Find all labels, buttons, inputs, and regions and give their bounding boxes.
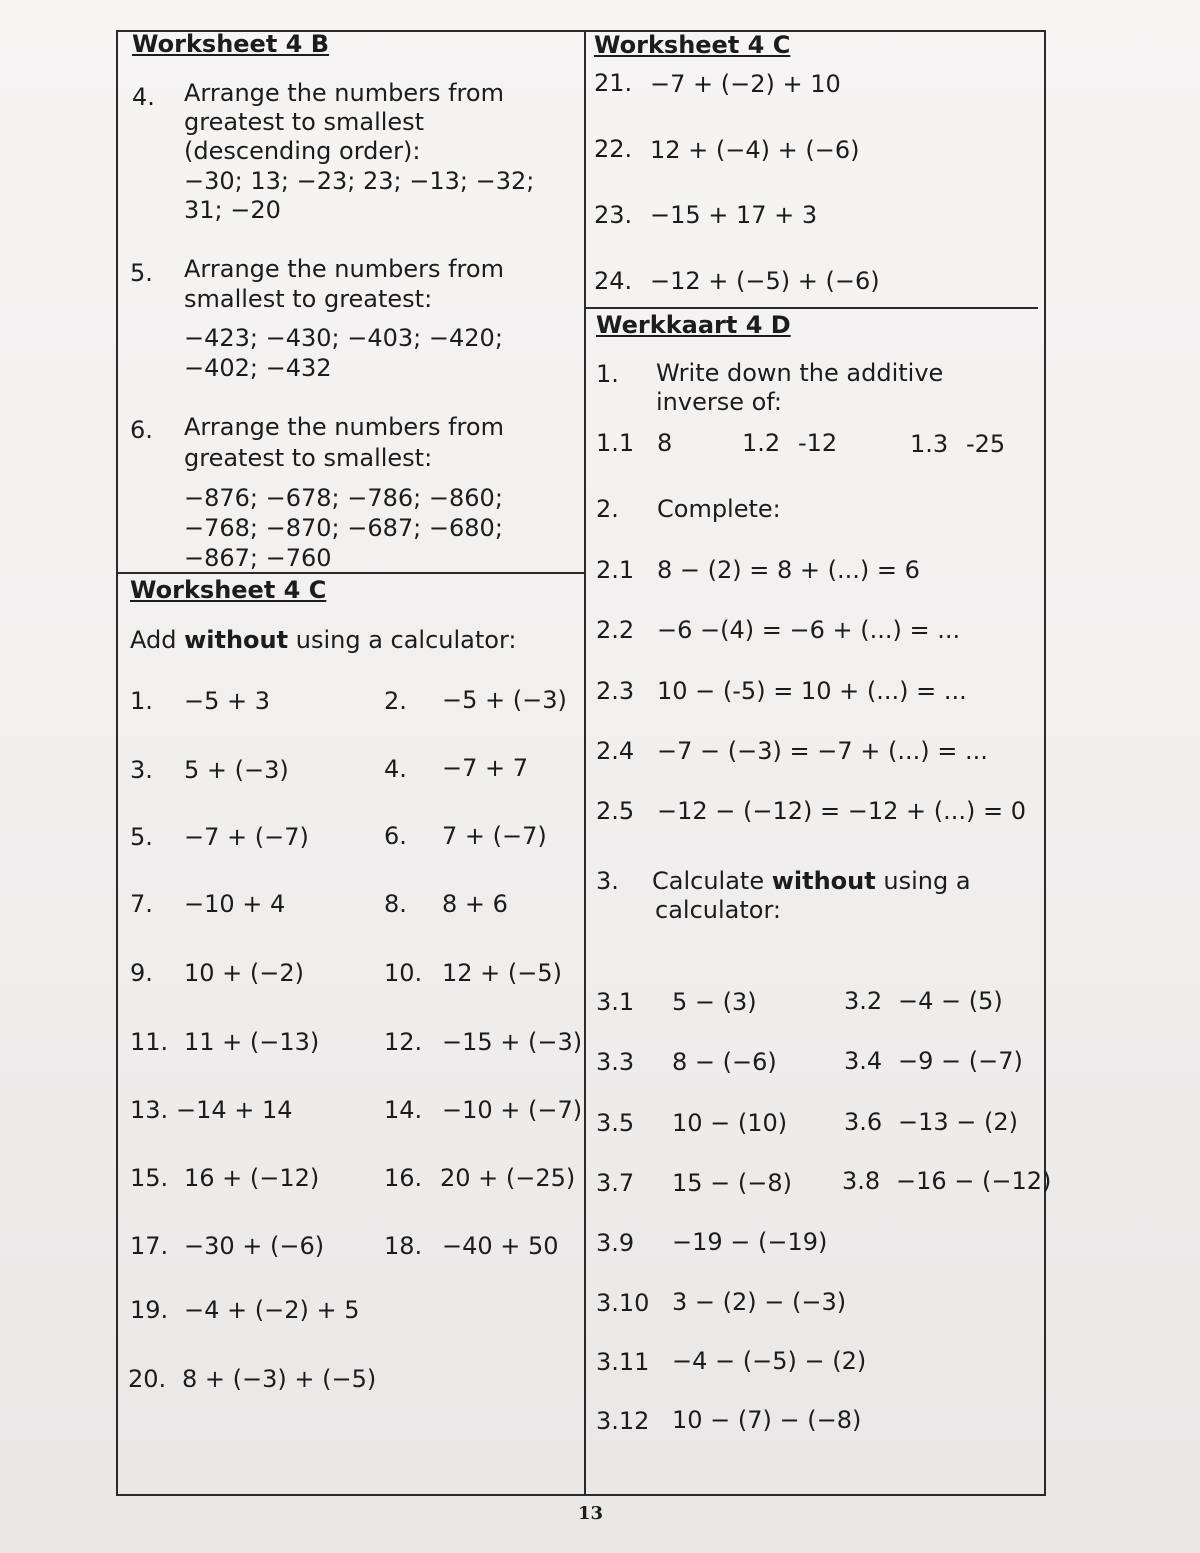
p13-expr: −14 + 14: [176, 1096, 293, 1124]
d-q3-1-expr: 5 − (3): [672, 988, 757, 1016]
d-q3-number: 3.: [596, 867, 619, 895]
d-q3-line-1: Calculate without using a: [652, 867, 971, 895]
heading-worksheet-4b: Worksheet 4 B: [132, 30, 330, 58]
p7-number: 7.: [130, 890, 153, 918]
q6-line-4: −768; −870; −687; −680;: [184, 514, 503, 542]
p12-expr: −15 + (−3): [442, 1028, 583, 1056]
d-q2-number: 2.: [596, 495, 619, 523]
q4-number: 4.: [132, 83, 155, 111]
d-q2-1-expr: 8 − (2) = 8 + (...) = 6: [657, 556, 920, 584]
p4-expr: −7 + 7: [442, 754, 529, 782]
d-q3-11-expr: −4 − (−5) − (2): [672, 1347, 867, 1375]
q6-line-2: greatest to smallest:: [184, 444, 433, 472]
p9-number: 9.: [130, 959, 153, 987]
d-q3-10-expr: 3 − (2) − (−3): [672, 1288, 847, 1316]
q4-line-1: Arrange the numbers from: [184, 79, 504, 107]
q4-line-2: greatest to smallest: [184, 108, 425, 136]
q4-line-3: (descending order):: [184, 137, 421, 165]
d-q1-1-value: 8: [657, 429, 673, 457]
p10-number: 10.: [384, 959, 423, 987]
p14-number: 14.: [384, 1096, 423, 1124]
p6-number: 6.: [384, 822, 407, 850]
d-q1-2-number: 1.2: [742, 429, 781, 457]
d-q3-6-expr: −13 − (2): [898, 1108, 1019, 1136]
d-q3-8-number: 3.8: [842, 1167, 881, 1195]
p3-expr: 5 + (−3): [184, 756, 289, 784]
d-q3-2-number: 3.2: [844, 987, 883, 1015]
p20-expr: 8 + (−3) + (−5): [182, 1365, 377, 1393]
p9-expr: 10 + (−2): [184, 959, 305, 987]
p2-number: 2.: [384, 687, 407, 715]
p19-number: 19.: [130, 1296, 169, 1324]
p11-number: 11.: [130, 1028, 169, 1056]
d-q3-5-expr: 10 − (10): [672, 1109, 788, 1137]
d-q3-4-expr: −9 − (−7): [898, 1047, 1023, 1075]
d-q1-1-number: 1.1: [596, 429, 635, 457]
q5-line-4: −402; −432: [184, 354, 332, 382]
p12-number: 12.: [384, 1028, 423, 1056]
p22-expr: 12 + (−4) + (−6): [650, 136, 860, 164]
p8-expr: 8 + 6: [442, 890, 508, 918]
add-instruction: Add without using a calculator:: [130, 626, 517, 654]
d-q2-5-number: 2.5: [596, 797, 635, 825]
d-q2-text: Complete:: [657, 495, 781, 523]
p15-expr: 16 + (−12): [184, 1164, 320, 1192]
page-number: 13: [578, 1503, 604, 1524]
d-q3-2-expr: −4 − (5): [898, 987, 1003, 1015]
q5-line-3: −423; −430; −403; −420;: [184, 324, 503, 352]
q4-line-5: 31; −20: [184, 196, 281, 224]
d-q2-4-number: 2.4: [596, 737, 635, 765]
d-q3-12-expr: 10 − (7) − (−8): [672, 1406, 862, 1434]
d-q3-9-number: 3.9: [596, 1229, 635, 1257]
p3-number: 3.: [130, 756, 153, 784]
d-q2-3-number: 2.3: [596, 677, 635, 705]
p18-expr: −40 + 50: [442, 1232, 559, 1260]
q6-line-5: −867; −760: [184, 544, 332, 572]
heading-werkkaart-4d: Werkkaart 4 D: [596, 311, 791, 339]
p23-number: 23.: [594, 201, 633, 229]
p17-expr: −30 + (−6): [184, 1232, 325, 1260]
q5-number: 5.: [130, 259, 153, 287]
p11-expr: 11 + (−13): [184, 1028, 320, 1056]
d-q2-1-number: 2.1: [596, 556, 635, 584]
d-q3-7-expr: 15 − (−8): [672, 1169, 793, 1197]
p5-expr: −7 + (−7): [184, 823, 309, 851]
q5-line-1: Arrange the numbers from: [184, 255, 504, 283]
p13-number: 13.: [130, 1096, 169, 1124]
d-q3-6-number: 3.6: [844, 1108, 883, 1136]
d-q3-11-number: 3.11: [596, 1348, 650, 1376]
d-q3-3-number: 3.3: [596, 1048, 635, 1076]
p1-number: 1.: [130, 687, 153, 715]
p21-expr: −7 + (−2) + 10: [650, 70, 841, 98]
p8-number: 8.: [384, 890, 407, 918]
q4-line-4: −30; 13; −23; 23; −13; −32;: [184, 167, 535, 195]
p22-number: 22.: [594, 135, 633, 163]
d-q3-3-expr: 8 − (−6): [672, 1048, 777, 1076]
d-q3-9-expr: −19 − (−19): [672, 1228, 828, 1256]
d-q3-5-number: 3.5: [596, 1109, 635, 1137]
d-q1-line-2: inverse of:: [656, 388, 782, 416]
d-q2-2-number: 2.2: [596, 616, 635, 644]
q6-number: 6.: [130, 416, 153, 444]
p24-number: 24.: [594, 267, 633, 295]
column-divider: [584, 30, 586, 1496]
heading-worksheet-4c-right: Worksheet 4 C: [594, 31, 791, 59]
right-section-divider: [586, 307, 1038, 309]
p14-expr: −10 + (−7): [442, 1096, 583, 1124]
p24-expr: −12 + (−5) + (−6): [650, 267, 880, 295]
q6-line-1: Arrange the numbers from: [184, 413, 504, 441]
q6-line-3: −876; −678; −786; −860;: [184, 484, 503, 512]
p1-expr: −5 + 3: [184, 687, 271, 715]
p17-number: 17.: [130, 1232, 169, 1260]
d-q3-line-2: calculator:: [655, 896, 781, 924]
d-q3-7-number: 3.7: [596, 1169, 635, 1197]
p2-expr: −5 + (−3): [442, 686, 567, 714]
p7-expr: −10 + 4: [184, 890, 286, 918]
p5-number: 5.: [130, 823, 153, 851]
d-q1-3-value: -25: [966, 430, 1006, 458]
d-q1-number: 1.: [596, 360, 619, 388]
p16-expr: 20 + (−25): [440, 1164, 576, 1192]
d-q3-4-number: 3.4: [844, 1047, 883, 1075]
d-q1-line-1: Write down the additive: [656, 359, 944, 387]
d-q2-3-expr: 10 − (-5) = 10 + (...) = ...: [657, 677, 967, 705]
p10-expr: 12 + (−5): [442, 959, 563, 987]
d-q2-5-expr: −12 − (−12) = −12 + (...) = 0: [657, 797, 1027, 825]
p15-number: 15.: [130, 1164, 169, 1192]
p21-number: 21.: [594, 69, 633, 97]
d-q1-2-value: -12: [798, 429, 838, 457]
p23-expr: −15 + 17 + 3: [650, 201, 818, 229]
d-q3-12-number: 3.12: [596, 1407, 650, 1435]
p4-number: 4.: [384, 755, 407, 783]
d-q3-8-expr: −16 − (−12): [896, 1167, 1052, 1195]
d-q2-2-expr: −6 −(4) = −6 + (...) = ...: [657, 616, 961, 644]
p16-number: 16.: [384, 1164, 423, 1192]
p20-number: 20.: [128, 1365, 167, 1393]
q5-line-2: smallest to greatest:: [184, 285, 433, 313]
d-q1-3-number: 1.3: [910, 430, 949, 458]
p19-expr: −4 + (−2) + 5: [184, 1296, 360, 1324]
d-q3-10-number: 3.10: [596, 1289, 650, 1317]
d-q2-4-expr: −7 − (−3) = −7 + (...) = ...: [657, 737, 988, 765]
d-q3-1-number: 3.1: [596, 988, 635, 1016]
heading-worksheet-4c-left: Worksheet 4 C: [130, 576, 327, 604]
p18-number: 18.: [384, 1232, 423, 1260]
p6-expr: 7 + (−7): [442, 822, 547, 850]
